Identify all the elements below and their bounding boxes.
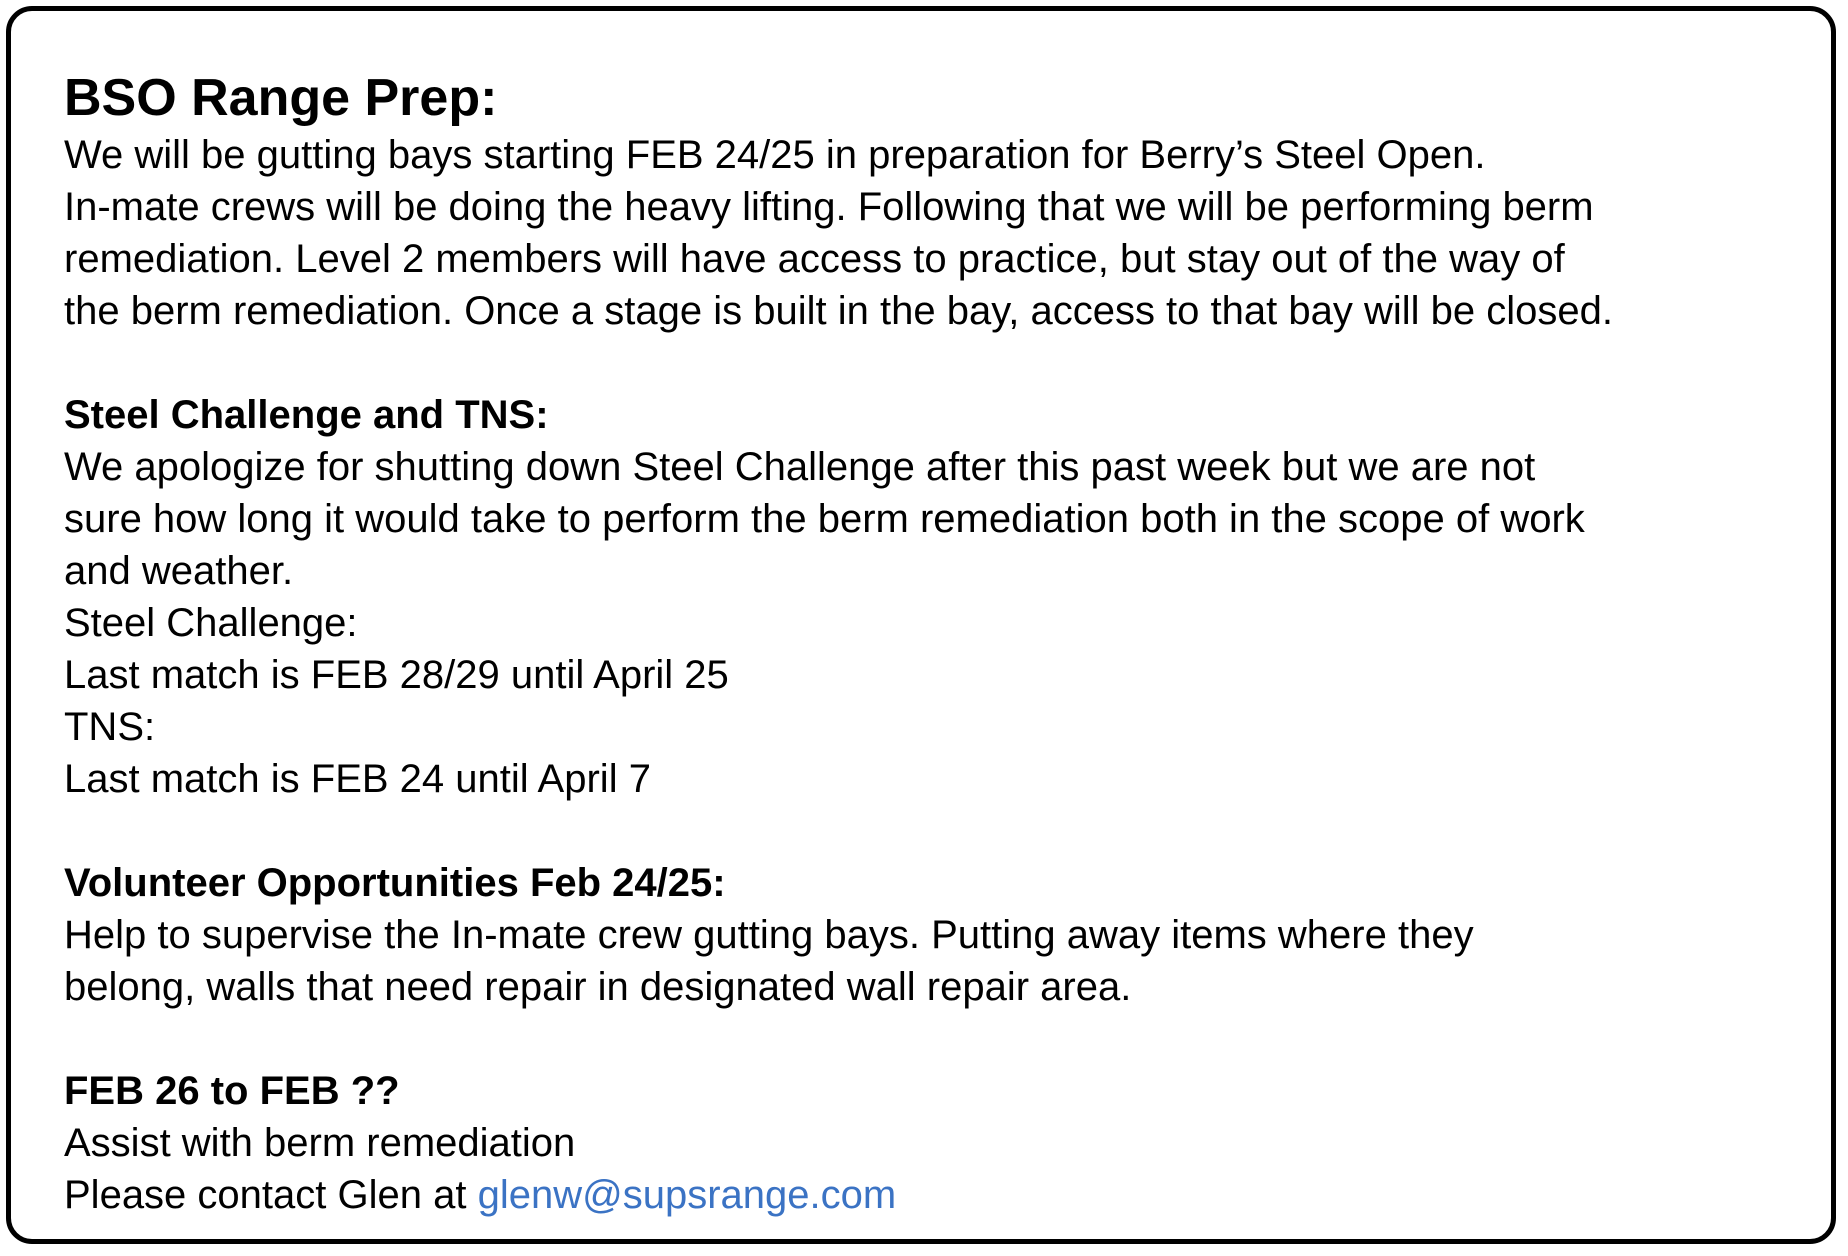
volunteer-line: belong, walls that need repair in designated wall repair area. (64, 965, 1132, 1009)
contact-line (64, 1169, 1844, 1221)
range-prep-line: the berm remediation. Once a stage is built in the bay, access to that bay will be closed. (64, 289, 1613, 333)
contact-email-link[interactable]: glenw@supsrange.com (477, 1173, 897, 1217)
range-prep-section (64, 129, 1844, 337)
tns-schedule: Last match is FEB 24 until April 7 (64, 757, 651, 801)
notice-frame (6, 6, 1836, 1244)
notice-title: BSO Range Prep: (64, 69, 498, 127)
contact-prefix: Please contact Glen at (64, 1173, 478, 1217)
notice-content (64, 67, 1844, 1221)
steel-tns-section (64, 389, 1844, 805)
range-prep-line: We will be gutting bays starting FEB 24/25 in preparation for Berry’s Steel Open. (64, 133, 1486, 177)
range-prep-line: remediation. Level 2 members will have access to practice, but stay out of the way of (64, 237, 1565, 281)
feb26-heading: FEB 26 to FEB ?? (64, 1069, 400, 1113)
volunteer-section (64, 857, 1844, 1013)
steel-tns-line: sure how long it would take to perform the berm remediation both in the scope of work (64, 497, 1585, 541)
range-prep-line: In-mate crews will be doing the heavy lifting. Following that we will be performing berm (64, 185, 1594, 229)
section-spacer (64, 337, 1844, 389)
tns-label: TNS: (64, 705, 156, 749)
steel-challenge-schedule: Last match is FEB 28/29 until April 25 (64, 653, 729, 697)
feb26-line: Assist with berm remediation (64, 1121, 576, 1165)
steel-tns-line: and weather. (64, 549, 294, 593)
volunteer-heading: Volunteer Opportunities Feb 24/25: (64, 861, 726, 905)
steel-tns-line: We apologize for shutting down Steel Challenge after this past week but we are not (64, 445, 1536, 489)
steel-tns-heading: Steel Challenge and TNS: (64, 393, 549, 437)
feb26-section (64, 1065, 1844, 1221)
volunteer-line: Help to supervise the In-mate crew gutting bays. Putting away items where they (64, 913, 1474, 957)
section-spacer (64, 805, 1844, 857)
section-spacer (64, 1013, 1844, 1065)
steel-challenge-label: Steel Challenge: (64, 601, 358, 645)
